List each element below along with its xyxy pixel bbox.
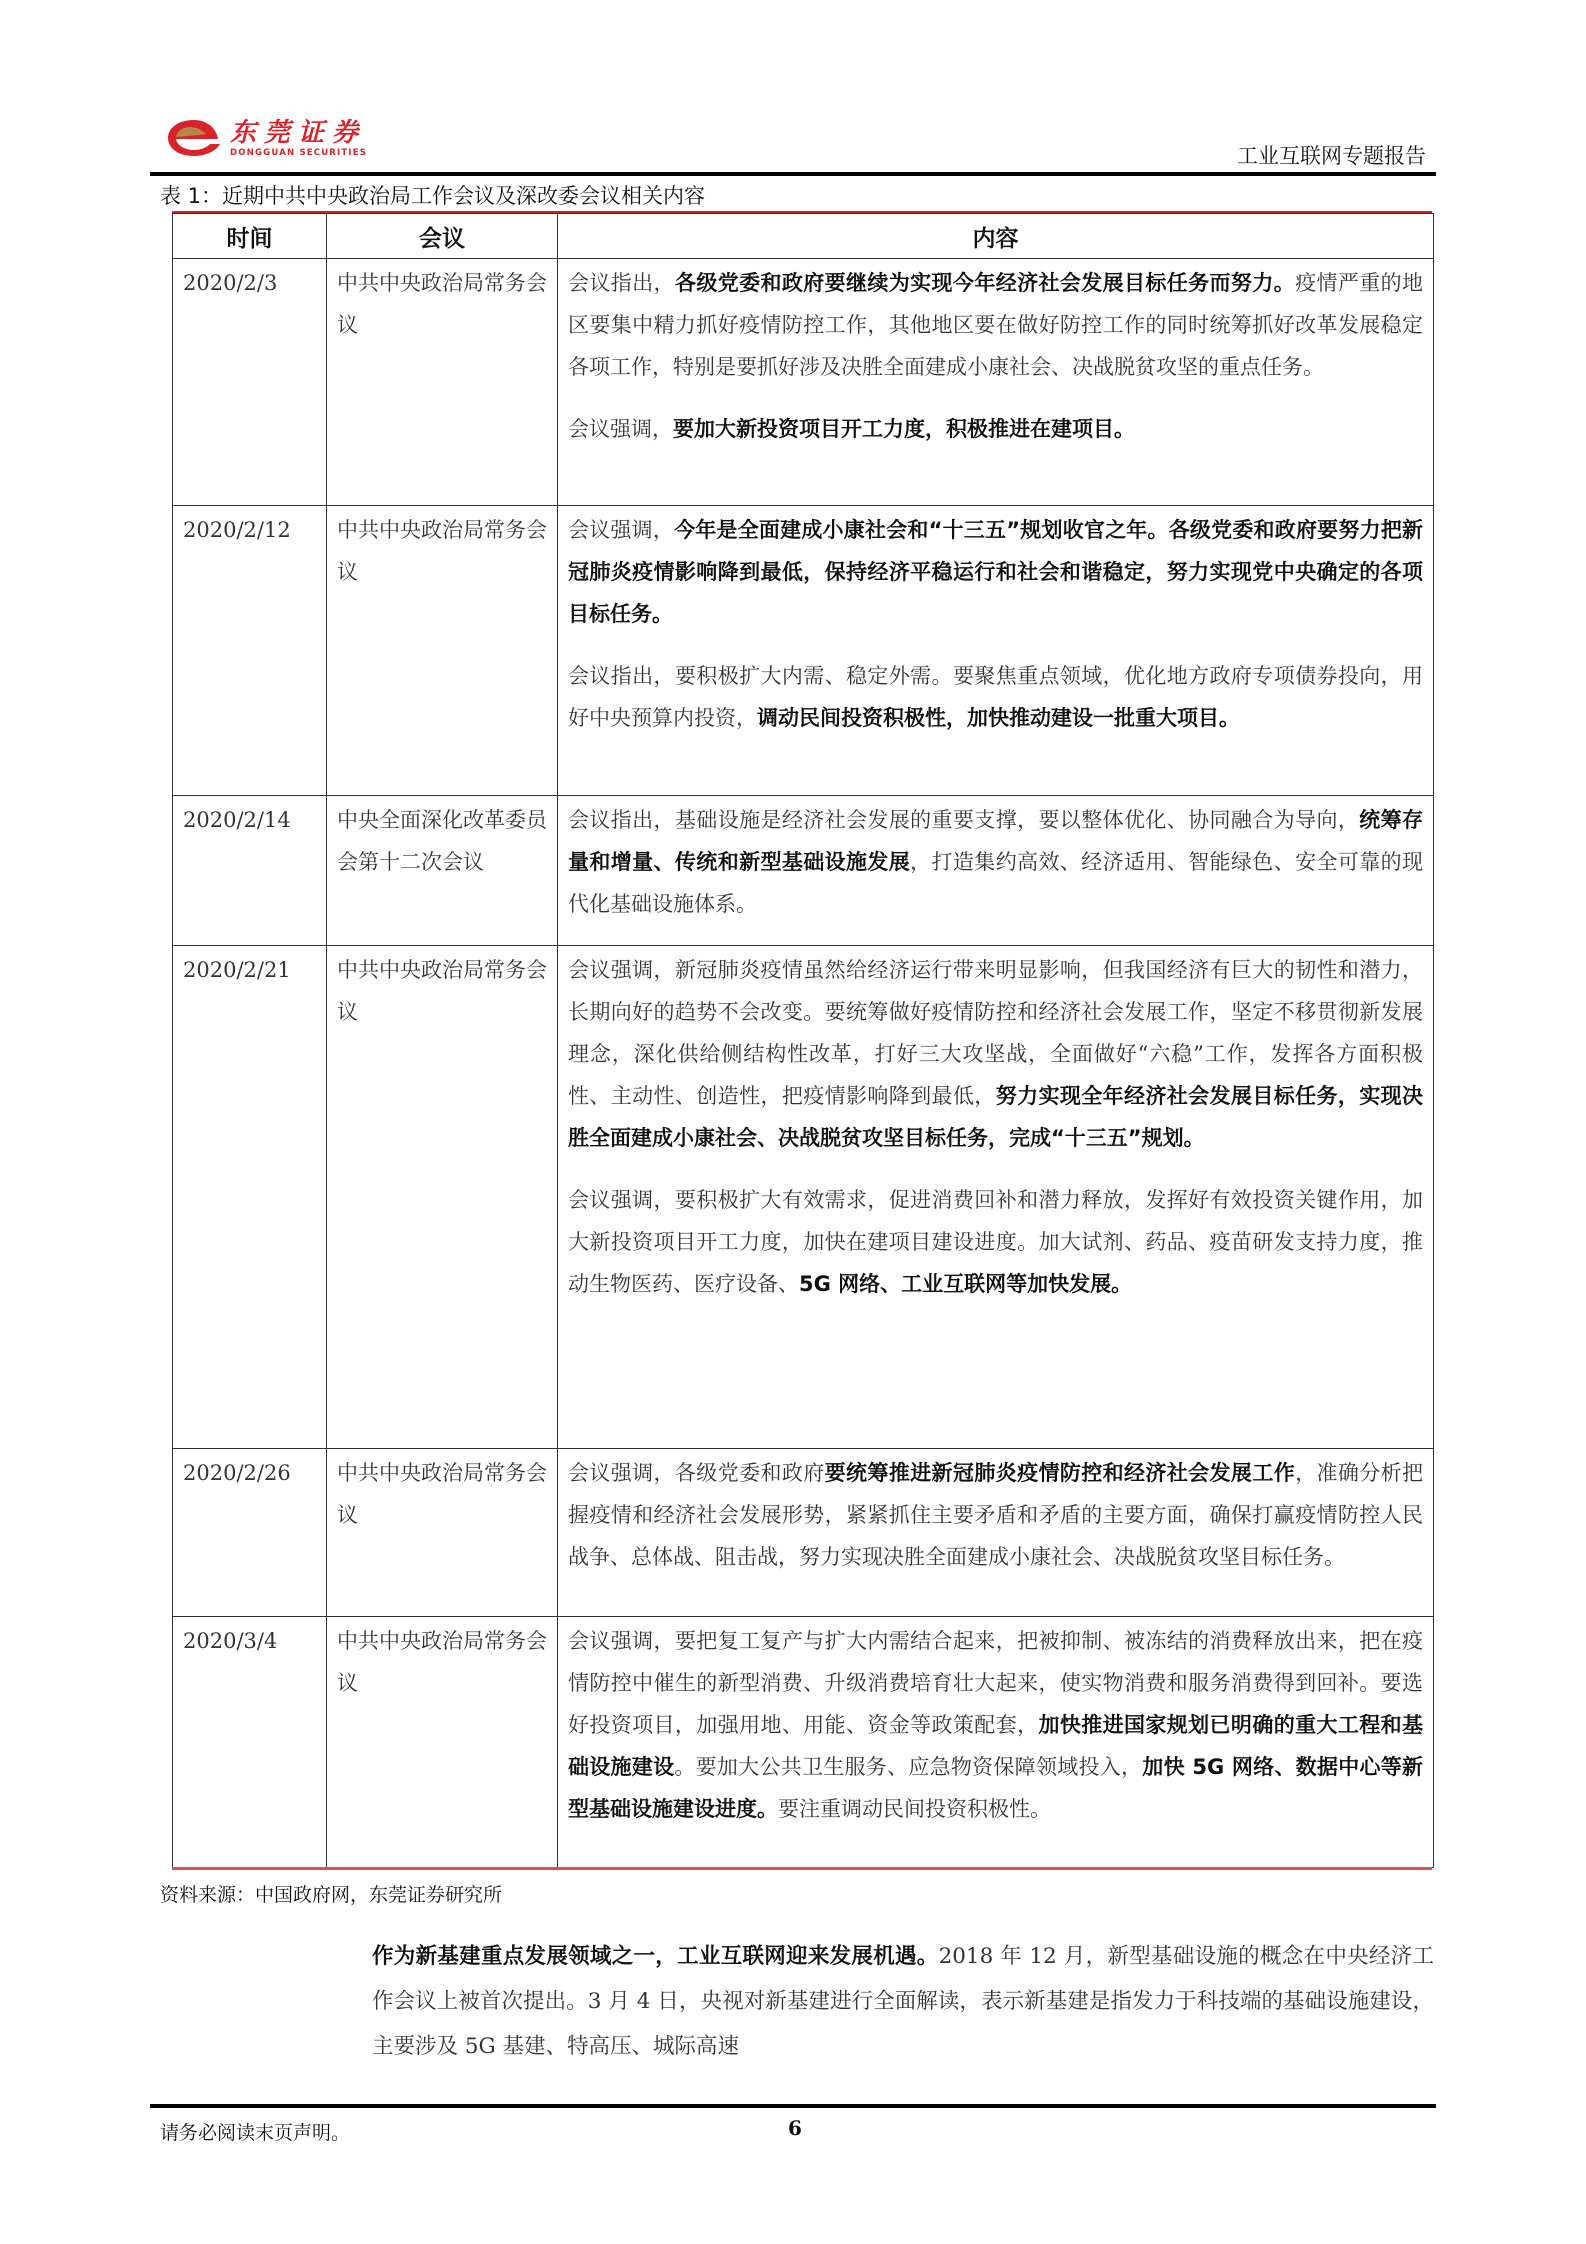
emphasized-text: 努力实现全年经济社会发展目标任务，实现决胜全面建成小康社会、决战脱贫攻坚目标任务，完成“十三五”规划。 xyxy=(568,1084,1424,1150)
body-text: 2018 年 12 月，新型基础设施的概念在中央经济工作会议上被首次提出。3 月 4 日，央视对新基建进行全面解读，表示新基建是指发力于科技端的基础设施建设，主要涉及 5G 基建、特高压、城际高速 xyxy=(372,1944,1434,2059)
text-segment: 会议强调， xyxy=(568,417,673,441)
cell-meeting: 中共中央政治局常务会议 xyxy=(327,259,558,506)
company-logo xyxy=(166,118,367,158)
meetings-table xyxy=(172,213,1434,1868)
text-segment: 会议强调，各级党委和政府 xyxy=(568,1461,825,1485)
content-paragraph xyxy=(568,1620,1423,1830)
cell-date: 2020/3/4 xyxy=(173,1617,327,1868)
cell-content xyxy=(558,1449,1434,1617)
content-paragraph xyxy=(568,799,1423,925)
cell-date: 2020/2/26 xyxy=(173,1449,327,1617)
table-caption: 表 1：近期中共中央政治局工作会议及深改委会议相关内容 xyxy=(160,184,706,208)
table-row xyxy=(173,1449,1434,1617)
cell-meeting: 中共中央政治局常务会议 xyxy=(327,946,558,1449)
column-header-date: 时间 xyxy=(173,214,327,259)
text-segment: 会议指出，基础设施是经济社会发展的重要支撑，要以整体优化、协同融合为导向， xyxy=(568,808,1360,832)
text-segment: 会议强调，新冠肺炎疫情虽然给经济运行带来明显影响，但我国经济有巨大的韧性和潜力，长期向好的趋势不会改变。要统筹做好疫情防控和经济社会发展工作，坚定不移贯彻新发展理念，深化供给侧结构性改革，打好三大攻坚战，全面做好“六稳”工作，发挥各方面积极性、主动性、创造性，把疫情影响降到最低， xyxy=(568,958,1423,1108)
text-segment: 会议强调， xyxy=(568,518,675,542)
text-segment: 会议强调，要把复工复产与扩大内需结合起来，把被抑制、被冻结的消费释放出来，把在疫情防控中催生的新型消费、升级消费培育壮大起来，使实物消费和服务消费得到回补。要选好投资项目，加强用地、用能、资金等政策配套， xyxy=(568,1629,1423,1737)
table-row xyxy=(173,506,1434,796)
cell-meeting: 中共中央政治局常务会议 xyxy=(327,506,558,796)
text-segment: ，打造集约高效、经济适用、智能绿色、安全可靠的现代化基础设施体系。 xyxy=(568,850,1424,916)
footer-disclaimer: 请务必阅读末页声明。 xyxy=(160,2122,351,2144)
body-paragraph xyxy=(372,1934,1434,2069)
content-paragraph xyxy=(568,262,1423,388)
cell-date: 2020/2/12 xyxy=(173,506,327,796)
text-segment: 会议指出， xyxy=(568,271,675,295)
text-segment: 会议强调，要积极扩大有效需求，促进消费回补和潜力释放，发挥好有效投资关键作用，加大新投资项目开工力度，加快在建项目建设进度。加大试剂、药品、疫苗研发支持力度，推动生物医药、医疗设备、 xyxy=(568,1188,1423,1296)
footer-divider xyxy=(150,2104,1436,2108)
cell-content xyxy=(558,1617,1434,1868)
table-bottom-accent xyxy=(172,1867,1432,1870)
body-lead-bold: 作为新基建重点发展领域之一，工业互联网迎来发展机遇。 xyxy=(372,1944,939,1969)
cell-meeting: 中央全面深化改革委员会第十二次会议 xyxy=(327,796,558,946)
text-segment: 疫情严重的地区要集中精力抓好疫情防控工作，其他地区要在做好防控工作的同时统筹抓好改革发展稳定各项工作，特别是要抓好涉及决胜全面建成小康社会、决战脱贫攻坚的重点任务。 xyxy=(568,271,1424,379)
logo-english-name: DONGGUAN SECURITIES xyxy=(230,147,368,158)
content-paragraph xyxy=(568,408,1423,450)
cell-content xyxy=(558,506,1434,796)
content-paragraph xyxy=(568,1452,1423,1578)
text-segment: 会议指出，要积极扩大内需、稳定外需。要聚焦重点领域，优化地方政府专项债券投向，用好中央预算内投资， xyxy=(568,664,1423,730)
emphasized-text: 统筹存量和增量、传统和新型基础设施发展 xyxy=(568,808,1424,874)
cell-content xyxy=(558,796,1434,946)
logo-chinese-name: 东莞证券 xyxy=(230,117,367,148)
emphasized-text: 加快 5G 网络、数据中心等新型基础设施建设进度。 xyxy=(568,1755,1424,1821)
emphasized-text: 加快推进国家规划已明确的重大工程和基础设施建设 xyxy=(568,1713,1424,1779)
text-segment: ，准确分析把握疫情和经济社会发展形势，紧紧抓住主要矛盾和矛盾的主要方面，确保打赢疫情防控人民战争、总体战、阻击战，努力实现决胜全面建成小康社会、决战脱贫攻坚目标任务。 xyxy=(568,1461,1424,1569)
table-header-row xyxy=(173,214,1434,259)
content-paragraph xyxy=(568,509,1423,635)
emphasized-text: 5G 网络、工业互联网等加快发展。 xyxy=(799,1272,1133,1296)
emphasized-text: 要加大新投资项目开工力度，积极推进在建项目。 xyxy=(673,417,1135,441)
content-paragraph xyxy=(568,1179,1423,1305)
table-row xyxy=(173,1617,1434,1868)
column-header-meeting: 会议 xyxy=(327,214,558,259)
emphasized-text: 要统筹推进新冠肺炎疫情防控和经济社会发展工作 xyxy=(824,1461,1296,1485)
cell-date: 2020/2/3 xyxy=(173,259,327,506)
cell-content xyxy=(558,259,1434,506)
text-segment: 要注重调动民间投资积极性。 xyxy=(778,1797,1051,1821)
cell-meeting: 中共中央政治局常务会议 xyxy=(327,1449,558,1617)
cell-content xyxy=(558,946,1434,1449)
table-row xyxy=(173,946,1434,1449)
cell-date: 2020/2/21 xyxy=(173,946,327,1449)
cell-meeting: 中共中央政治局常务会议 xyxy=(327,1617,558,1868)
table-row xyxy=(173,259,1434,506)
text-segment: 。要加大公共卫生服务、应急物资保障领域投入， xyxy=(674,1755,1143,1779)
logo-mark-icon xyxy=(166,118,222,158)
content-paragraph xyxy=(568,949,1423,1159)
report-title: 工业互联网专题报告 xyxy=(1237,144,1426,168)
emphasized-text: 各级党委和政府要继续为实现今年经济社会发展目标任务而努力。 xyxy=(674,271,1296,295)
cell-date: 2020/2/14 xyxy=(173,796,327,946)
page-number: 6 xyxy=(788,2116,802,2140)
column-header-content: 内容 xyxy=(558,214,1434,259)
emphasized-text: 今年是全面建成小康社会和“十三五”规划收官之年。各级党委和政府要努力把新冠肺炎疫情影响降到最低，保持经济平稳运行和社会和谐稳定，努力实现党中央确定的各项目标任务。 xyxy=(568,518,1424,626)
header-divider xyxy=(150,172,1436,176)
content-paragraph xyxy=(568,655,1423,739)
table-source-note: 资料来源：中国政府网，东莞证券研究所 xyxy=(160,1884,503,1906)
emphasized-text: 调动民间投资积极性，加快推动建设一批重大项目。 xyxy=(757,706,1240,730)
table-row xyxy=(173,796,1434,946)
